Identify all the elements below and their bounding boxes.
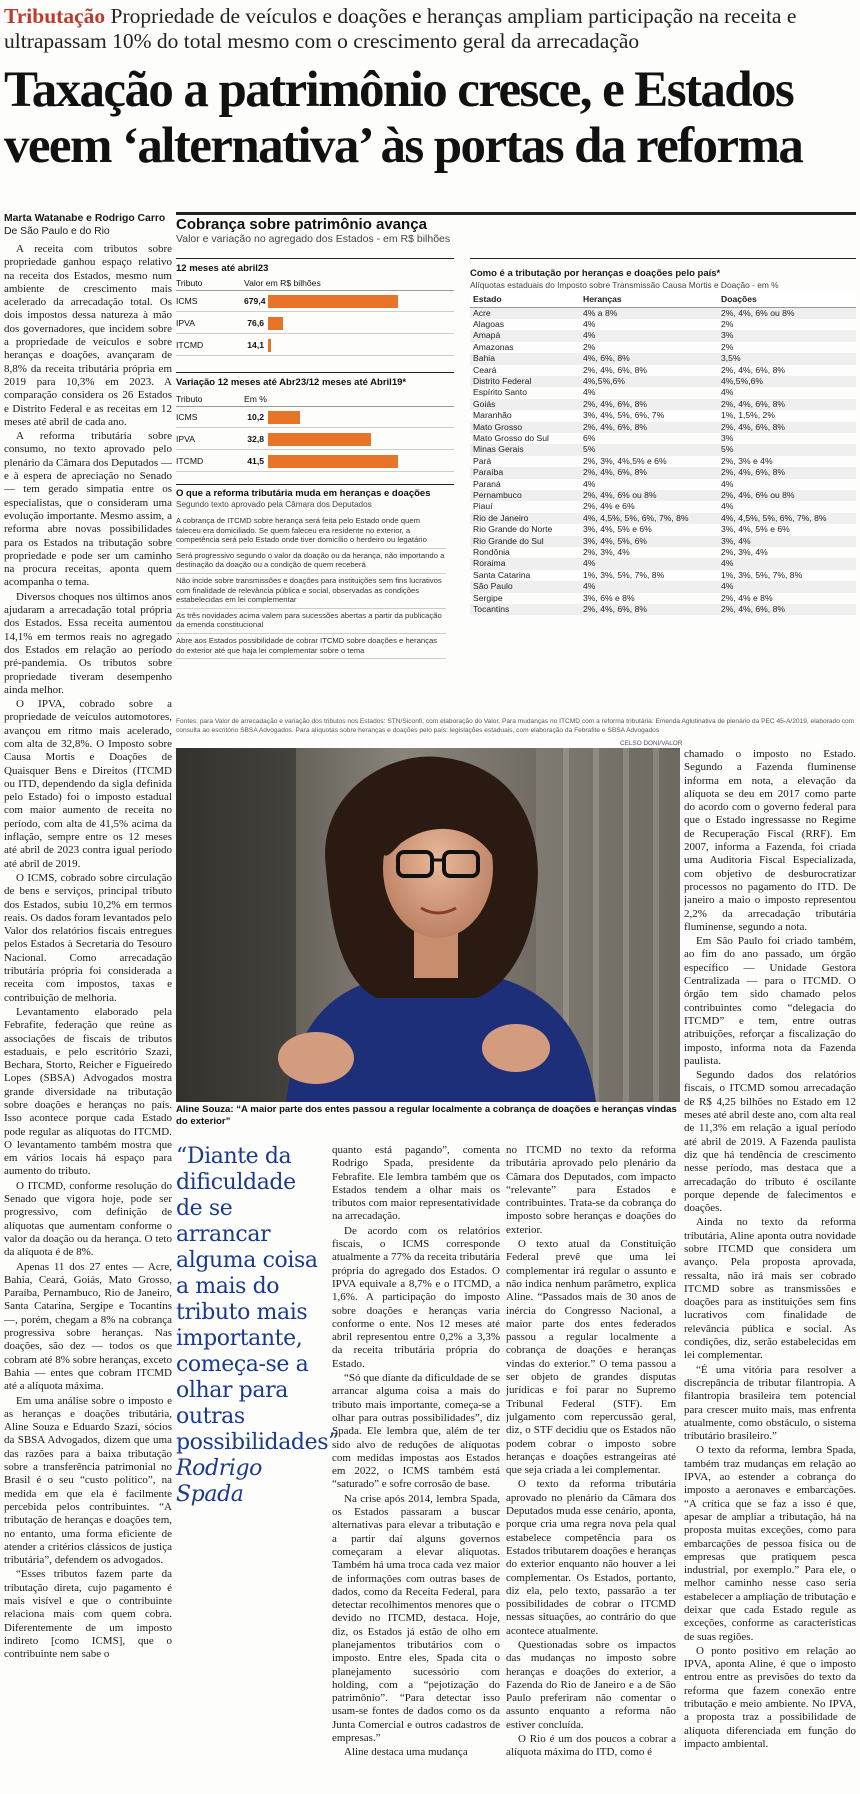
paragraph: A reforma tributária sobre consumo, no texto aprovado pelo plenário da Câmara dos Deputados — e à espera de apreciação no Senado — tem gerado simpatia entre os especialistas, que o consideram uma evolução importante. Mesmo assim, a reforma abre novas possibilidades para os Estados na tributação sobre propriedade e pode ser um caminho na procura receitas, aponta quem acompanha o tema. xyxy=(4,430,172,589)
change-item: Não incide sobre transmissões e doações para instituições sem fins lucrativos com finalidade de relevância pública e social, observadas as condições estabelecidas em lei complementar xyxy=(176,574,446,609)
pull-quote xyxy=(176,1144,339,1508)
photo-credit: CELSO DONI/VALOR xyxy=(620,740,683,747)
table-cell: 5% xyxy=(718,444,856,455)
table-row xyxy=(470,433,856,444)
table-cell: 1%, 3%, 5%, 7%, 8% xyxy=(583,569,665,580)
sources-note: Fontes: para Valor de arrecadação e variação dos tributos nos Estados: STN/Siconfi, com elaboração do Valor. Para mudanças no ITCMD com a reforma tributária: Emenda Aglutinativa de plenário da PEC 45-A/2019, elaborado com consulta ao escritório SBSA Advogados. Para alíquotas sobre heranças e doações pelo país: legislações estaduais, com elaboração da Febrafite e SBSA Advogados xyxy=(176,718,855,734)
paragraph: Questionadas sobre os impactos das mudanças no imposto sobre heranças e doações do exterior, a Fazenda do Rio de Janeiro e a de São Paulo preferiram não comentar o assunto enquanto a reforma não estiver concluída. xyxy=(506,1638,676,1731)
bar xyxy=(268,433,371,446)
paragraph: chamado o imposto no Estado. Segundo a Fazenda fluminense informa em nota, a elevação da alíquota se deu em 2017 como parte do acordo com o governo federal para que o Estado ingressasse no Regime de Recuperação Fiscal (RRF). Em 2007, informa a Fazenda, foi criada uma Auditoria Fiscal Especializada, com objetivo de desburocratizar processos no pagamento do ITD. De janeiro a maio o imposto representou 2,2% da arrecadação tributária fluminense, segundo a nota. xyxy=(684,748,856,933)
paragraph: O ICMS, cobrado sobre circulação de bens e serviços, principal tributo dos Estados, subiu 10,2% em termos reais. Os dados foram levantados pelo Valor dos relatórios fiscais entregues pelos Estados à Secretaria do Tesouro Nacional. Como arrecadação tributária própria foi considerada a receita com impostos, taxas e contribuição de melhoria. xyxy=(4,871,172,1004)
infographic-title: Cobrança sobre patrimônio avança xyxy=(176,216,427,233)
table-cell: Ceará xyxy=(473,364,497,375)
bar-value-label: 41,5 xyxy=(247,456,264,466)
byline xyxy=(4,212,172,238)
chart2-col-pct: Em % xyxy=(244,394,267,404)
paragraph: “É uma vitória para resolver a discrepância de tributar filantropia. A filantropia brasileira tem potencial para crescer muito mais, mas enfrenta atualmente, como obstáculo, o sistema tributário brasileiro.” xyxy=(684,1363,856,1443)
changes-title: O que a reforma tributária muda em heranças e doações xyxy=(176,488,431,499)
paragraph: Aline destaca uma mudança xyxy=(344,1746,468,1759)
paragraph: Levantamento elaborado pela Febrafite, federação que reúne as associações de fiscais de tributos estaduais, e pelo escritório Szazi, Bechara, Storto, Reicher e Figueiredo Lopes (SBSA) Advogados mostra grande diversidade na tributação sobre doações e heranças no país. Isso acontece porque cada Estado pode regular as alíquotas do ITCMD. O levantamento também mostra que em vários locais há espaço para aumento do tributo. xyxy=(4,1005,172,1178)
chart1-rule xyxy=(176,258,454,259)
table-cell: 2%, 4%, 6%, 8% xyxy=(583,364,648,375)
article-column-4 xyxy=(684,748,856,1792)
table-cell: 2%, 4%, 6% ou 8% xyxy=(718,490,856,501)
paragraph: O ITCMD, conforme resolução do Senado que vigora hoje, pode ser progressivo, com definição de alíquotas que aumentam conforme o valor da doação ou da herança. O teto da alíquota é de 8%. xyxy=(4,1179,172,1259)
table-cell: 6% xyxy=(583,432,596,443)
table-cell: 2%, 4%, 6%, 8% xyxy=(580,467,718,478)
paragraph: O IPVA, cobrado sobre a propriedade de veículos automotores, avançou em ritmo mais acelerado, com alta de 32,8%. O Imposto sobre Causa Mortis e Doações de Quaisquer Bens e Direitos (ITCMD ou ITD, dependendo da sigla definida pelo Estado) foi o imposto estadual com maior aumento de receita no período, com alta de 41,5% acima da inflação, sempre entre os 12 meses até abril de 2023 contra igual período até abril de 2019. xyxy=(4,698,172,870)
table-cell: Acre xyxy=(470,307,580,319)
table-cell: Paraná xyxy=(473,478,501,489)
table-row xyxy=(470,365,856,376)
paragraph: O Rio é um dos poucos a cobrar a alíquota máxima do ITD, como é xyxy=(506,1733,676,1759)
table-row xyxy=(470,524,856,535)
table-cell: 4% xyxy=(580,558,718,569)
bar xyxy=(268,455,398,468)
table-cell: Distrito Federal xyxy=(470,376,580,387)
table-cell: 2% xyxy=(721,318,734,329)
paragraph: “Esses tributos fazem parte da tributação direta, cujo pagamento é mais visível e que o contribuinte relaciona mais com quem cobra. Diferentemente de um imposto indireto [como ICMS], que o contribuinte nem sabe o xyxy=(4,1568,172,1661)
bar-category-label: ICMS xyxy=(176,412,198,422)
paragraph: A receita com tributos sobre propriedade ganhou espaço relativo na receita dos Estados, mesmo num ambiente de crescimento mais acelerado da arrecadação total. Os dois impostos dessa natureza à mão dos governadores, que incidem sobre a propriedade de veículos e sobre heranças e doações, avançaram de 8,8% da receita tributária própria em 2019 para 10,3% em 2023. A comparação considera os 26 Estados e Distrito Federal e as receitas em 12 meses até abril de cada ano. xyxy=(4,243,172,428)
changes-list xyxy=(176,514,446,659)
table-cell: 3%, 4%, 5% e 6% xyxy=(721,524,790,535)
infographic-subtitle: Valor e variação no agregado dos Estados - em R$ bilhões xyxy=(176,233,451,245)
table-cell: Alagoas xyxy=(473,318,505,329)
paragraph: quanto está pagando”, comenta Rodrigo Spada, presidente da Febrafite. Ele lembra também que os Estados tendem a olhar mais os tributos com maior representatividade na arrecadação. xyxy=(332,1144,500,1223)
table-row xyxy=(470,467,856,478)
chart2-title: Variação 12 meses até Abr23/12 meses até Abril19* xyxy=(176,377,407,388)
change-item: Abre aos Estados possibilidade de cobrar ITCMD sobre doações e heranças do exterior até que haja lei complementar sobre o tema xyxy=(176,634,446,659)
table-cell: Maranhão xyxy=(473,410,512,421)
table-cell: Paraíba xyxy=(470,467,580,478)
table-cell: 3%, 6% e 8% xyxy=(583,592,635,603)
table-cell: 4%, 4,5%, 5%, 6%, 7%, 8% xyxy=(718,513,856,524)
table-cell: 4% xyxy=(721,387,734,398)
photo-aline-souza xyxy=(176,748,680,1102)
table-cell: Roraima xyxy=(470,558,580,569)
bar-row-rule xyxy=(176,355,454,356)
chart2-rule xyxy=(176,372,454,373)
table-cell: Tocantins xyxy=(470,604,580,615)
tax-table-wrap xyxy=(470,293,856,615)
table-cell: 4% xyxy=(580,330,718,341)
table-cell: Mato Grosso do Sul xyxy=(473,432,549,443)
caption-name: Aline Souza: xyxy=(176,1104,234,1115)
table-cell: 2% xyxy=(721,341,734,352)
table-row xyxy=(470,376,856,387)
table-cell: 3% xyxy=(718,330,856,341)
table-cell: 3%, 4% xyxy=(718,536,856,547)
headline: Taxação a patrimônio cresce, e Estados veem ‘alternativa’ às portas da reforma xyxy=(4,62,803,174)
table-cell: 3% xyxy=(721,432,734,443)
table-cell: 2%, 4% e 6% xyxy=(583,501,635,512)
table-row xyxy=(470,501,856,512)
chart-valor xyxy=(176,292,454,360)
bar-category-label: ICMS xyxy=(176,296,198,306)
table-cell: 2%, 4%, 6%, 8% xyxy=(721,364,786,375)
changes-rule xyxy=(176,484,454,485)
table-cell: 2%, 4%, 6% ou 8% xyxy=(718,307,856,319)
bar-category-label: IPVA xyxy=(176,434,195,444)
paragraph: Em São Paulo foi criado também, ao fim do ano passado, um órgão específico — Unidade Gestora Centralizada — para o ITCMD. O órgão tem sido chamado pelos contribuintes como “delegacia do ITCMD” e tem, entre outras atribuições, reforçar a fiscalização do imposto, informa nota da Fazenda paulista. xyxy=(684,935,856,1067)
bar xyxy=(268,317,283,330)
table-cell: Goiás xyxy=(470,399,580,410)
paragraph: “Só que diante da dificuldade de se arrancar alguma coisa a mais do tributo mais importante, começa-se a olhar para outras possibilidades”, diz Spada. Ele lembra que, além de ter sido alvo de reduções de alíquotas com medidas impostas aos Estados em 2022, o ICMS também está “saturado” e sofre corrosão de base. xyxy=(332,1372,500,1491)
photo-caption xyxy=(176,1104,680,1128)
table-cell: Amazonas xyxy=(473,341,514,352)
table-cell: 2%, 3%, 4% xyxy=(583,547,630,558)
bar-value-label: 679,4 xyxy=(244,296,266,306)
table-cell: 3%, 4%, 5% e 6% xyxy=(583,524,652,535)
paragraph: O ponto positivo em relação ao IPVA, aponta Aline, é que o imposto entrou entre as previsões do texto da reforma que fazem conexão entre tributação e meio ambiente. No IPVA, a proposta traz a possibilidade de alíquota diferenciada em função do impacto ambiental. xyxy=(684,1644,856,1750)
bar-row-rule xyxy=(176,333,454,334)
table-cell: 4% xyxy=(583,387,596,398)
table-header-cell: Estado xyxy=(470,293,580,307)
table-cell: 2%, 4% e 8% xyxy=(721,592,773,603)
bar-row xyxy=(176,292,454,312)
table-row xyxy=(470,422,856,433)
bar-row-rule xyxy=(176,471,454,472)
table-cell: 4%, 6%, 8% xyxy=(580,353,718,364)
table-cell: 1%, 1,5%, 2% xyxy=(721,410,775,421)
chart-variacao xyxy=(176,408,454,476)
table-row xyxy=(470,581,856,592)
table-cell: 2%, 3%, 4% xyxy=(721,547,768,558)
bar-row xyxy=(176,408,454,428)
table-cell: 2%, 3%, 4%,5% e 6% xyxy=(583,455,667,466)
chart2-col-tributo: Tributo xyxy=(176,394,203,404)
table-cell: Rio de Janeiro xyxy=(470,513,580,524)
paragraph: Na crise após 2014, lembra Spada, os Estados passaram a buscar alternativas para elevar a tributação e a partir daí alguns governos começaram a elevar alíquotas. Também há uma troca cada vez maior de informações com outras bases de dados, como da Receita Federal, para detectar recolhimentos menores que o devido no ITCMD, destaca. Hoje, diz, os Estados já estão de olho em planejamentos tributários com o imposto. Entre eles, Spada cita o planejamento sucessório com holding, com a “pejotização do patrimônio”. “Para detectar isso usam-se fontes de dados como os da Junta Comercial e outros cadastros de empresas.” xyxy=(332,1492,500,1745)
byline-place: De São Paulo e do Rio xyxy=(4,226,110,237)
table-row xyxy=(470,604,856,615)
table-cell: 4%,5%,6% xyxy=(580,376,718,387)
paragraph: De acordo com os relatórios fiscais, o ICMS corresponde atualmente a 77% da receita tributária própria do agregado dos Estados. O IPVA equivale a 8,7% e o ITCMD, a 1,6%. A participação do imposto sobre doações e heranças varia conforme o ente. Nos 12 meses até abril representou entre 0,2% a 3,3% da receita tributária própria do Estado. xyxy=(332,1224,500,1370)
table-row xyxy=(470,444,856,455)
table-cell: Rondônia xyxy=(473,547,510,558)
section-label: Tributação xyxy=(4,4,106,28)
table-subtitle: Alíquotas estaduais do Imposto sobre Transmissão Causa Mortis e Doação - em % xyxy=(470,280,779,290)
table-cell: 2%, 3% e 4% xyxy=(721,455,773,466)
table-cell: Mato Grosso xyxy=(470,422,580,433)
paragraph: no ITCMD no texto da reforma tributária aprovado pelo plenário da Câmara dos Deputados, com impacto “relevante” para Estados e contribuintes. Trata-se da cobrança do imposto sobre heranças e doações do exterior. xyxy=(506,1144,676,1236)
caption-text: “A maior parte dos entes passou a regular localmente a cobrança de doações e heranças vindas do exterior” xyxy=(176,1104,677,1127)
article-column-2 xyxy=(332,1144,500,1792)
bar-value-label: 14,1 xyxy=(247,340,264,350)
table-cell: 2%, 4%, 6%, 8% xyxy=(580,399,718,410)
table-row xyxy=(470,558,856,569)
table-header-row xyxy=(470,293,856,307)
change-item: As três novidades acima valem para sucessões abertas a partir da publicação da emenda constitucional xyxy=(176,609,446,634)
paragraph: O texto da reforma tributária aprovado no plenário da Câmara dos Deputados muda esse cenário, aponta, porque cria uma regra nova pela qual estabelece competência para os Estados tributarem doações e heranças do exterior enquanto não houver a lei complementar. Os Estados, portanto, diz ela, pelo texto, passarão a ter possibilidades de cobrar o ITCMD nessas situações, ao contrário do que acontece atualmente. xyxy=(506,1478,676,1637)
table-cell: Espírito Santo xyxy=(473,387,527,398)
infographic-top-rule xyxy=(176,212,856,215)
table-row xyxy=(470,410,856,421)
bar-category-label: ITCMD xyxy=(176,456,204,466)
table-row xyxy=(470,456,856,467)
table-row xyxy=(470,570,856,581)
change-item: A cobrança de ITCMD sobre herança será feita pelo Estado onde quem faleceu era domiciliado. Se quem faleceu era residente no exterior, a competência será pelo Estado onde tiver domicílio o herdeiro ou legatário xyxy=(176,514,446,549)
table-cell: Pernambuco xyxy=(470,490,580,501)
paragraph: O texto da reforma, lembra Spada, também traz mudanças em relação ao IPVA, ao estender a cobrança do imposto a aeronaves e embarcações. “A crítica que se faz a isso é que, apesar de ampliar a tributação, há na proposta muitas exceções, como para embarcações de pessoa física ou de empresas que pratiquem pesca industrial, por exemplo.” Para ele, o melhor caminho nesse caso seria estabelecer a ampliação de tributação e deixar que cada Estado regule as exceções, conforme as características de suas regiões. xyxy=(684,1444,856,1643)
table-cell: Santa Catarina xyxy=(473,569,531,580)
table-row xyxy=(470,536,856,547)
table-rule xyxy=(470,258,856,259)
table-row xyxy=(470,479,856,490)
bar-value-label: 32,8 xyxy=(247,434,264,444)
paragraph: Diversos choques nos últimos anos ajudaram a arrecadação total própria dos Estados. Essa receita aumentou 14,1% em termos reais no agregado dos Estados em relação ao período pré-pandemia. Os tributos sobre propriedade tiveram desempenho ainda melhor. xyxy=(4,590,172,696)
table-row xyxy=(470,593,856,604)
table-row xyxy=(470,547,856,558)
table-header-cell: Heranças xyxy=(580,293,718,307)
paragraph: Apenas 11 dos 27 entes — Acre, Bahia, Ceará, Goiás, Mato Grosso, Paraíba, Pernambuco, Rio de Janeiro, Santa Catarina, Sergipe e Tocantins —, porém, chegam a 8% na cobrança progressiva sobre heranças. Nas doações, são dez — todos os que cobram até 8% sobre heranças, exceto Bahia — entes que cobram ITCMD até a alíquota máxima. xyxy=(4,1260,172,1393)
tax-table xyxy=(470,293,856,615)
bar-row xyxy=(176,314,454,334)
table-title: Como é a tributação por heranças e doações pelo país* xyxy=(470,268,721,279)
bar-row-rule xyxy=(176,427,454,428)
bar-row xyxy=(176,336,454,356)
table-cell: Minas Gerais xyxy=(470,444,580,455)
table-cell: 2%, 4%, 6%, 8% xyxy=(718,422,856,433)
chart1-col-valor: Valor em R$ bilhões xyxy=(244,278,321,288)
table-cell: 3%, 4%, 5%, 6%, 7% xyxy=(583,410,665,421)
table-cell: Piauí xyxy=(473,501,493,512)
table-cell: 4%, 4,5%, 5%, 6%, 7%, 8% xyxy=(580,513,718,524)
table-row xyxy=(470,342,856,353)
chart1-col-tributo: Tributo xyxy=(176,278,203,288)
table-row xyxy=(470,399,856,410)
pull-quote-attribution: Rodrigo Spada xyxy=(176,1456,262,1507)
bar xyxy=(268,411,300,424)
kicker xyxy=(4,4,856,54)
table-cell: 1%, 3%, 5%, 7%, 8% xyxy=(721,569,803,580)
article-column-1 xyxy=(4,243,172,1793)
bar-category-label: IPVA xyxy=(176,318,195,328)
bar-value-label: 10,2 xyxy=(247,412,264,422)
paragraph: Em uma análise sobre o imposto e as heranças e doações tributária, Aline Souza e Eduardo Szazi, sócios da SBSA Advogados, dizem que uma das razões para a baixa tributação sobre a transferência patrimonial no Brasil é o seu “custo político”, na medida em que ela é facilmente percebida pelos contribuintes. “A tributação de heranças e doações tem, no entanto, uma forma eficiente de atender a critérios clássicos de justiça tributária”, defendem os advogados. xyxy=(4,1394,172,1567)
table-cell: 4% xyxy=(721,478,734,489)
table-cell: Rio Grande do Norte xyxy=(473,524,553,535)
table-cell: 2%, 4%, 6%, 8% xyxy=(718,399,856,410)
change-item: Será progressivo segundo o valor da doação ou da herança, não importando a destinação da doação ou a condição de quem receberá xyxy=(176,549,446,574)
table-cell: 3,5% xyxy=(718,353,856,364)
table-cell: 4% xyxy=(721,501,734,512)
byline-authors: Marta Watanabe e Rodrigo Carro xyxy=(4,213,166,224)
table-cell: 4% xyxy=(718,558,856,569)
table-cell: 2%, 4%, 6%, 8% xyxy=(718,604,856,615)
table-cell: 2%, 4%, 6%, 8% xyxy=(580,422,718,433)
table-cell: 4% xyxy=(580,581,718,592)
table-cell: São Paulo xyxy=(470,581,580,592)
table-row xyxy=(470,319,856,330)
bar-row-rule xyxy=(176,449,454,450)
bar-value-label: 76,6 xyxy=(247,318,264,328)
bar xyxy=(268,295,398,308)
article-column-3 xyxy=(506,1144,676,1792)
table-cell: 4% xyxy=(583,318,596,329)
table-row xyxy=(470,353,856,364)
chart2-header-rule xyxy=(176,406,454,407)
paragraph: Ainda no texto da reforma tributária, Aline aponta outra novidade sobre ITCMD que considera um avanço. Pela proposta aprovada, ressalta, não irá mais ser cobrado ITCMD sobre as transmissões e doações para as instituições sem fins lucrativos com finalidade de relevância pública e social. As condições, diz, serão estabelecidas em lei complementar. xyxy=(684,1216,856,1362)
chart1-title: 12 meses até abril23 xyxy=(176,263,269,274)
bar-category-label: ITCMD xyxy=(176,340,204,350)
photo-illustration xyxy=(176,748,680,1102)
table-cell: Amapá xyxy=(470,330,580,341)
table-cell: 4%,5%,6% xyxy=(718,376,856,387)
table-cell: 3%, 4%, 5%, 6% xyxy=(580,536,718,547)
table-cell: Bahia xyxy=(470,353,580,364)
bar xyxy=(268,339,271,352)
pull-quote-text: “Diante da dificuldade de se arrancar alguma coisa a mais do tributo mais importante, começa-se a olhar para outras possibilidades” xyxy=(176,1144,339,1455)
bar-row xyxy=(176,452,454,472)
table-cell: Pará xyxy=(473,455,492,466)
table-row xyxy=(470,307,856,319)
paragraph: O texto atual da Constituição Federal prevê que uma lei complementar irá regular o assunto e não indica nenhum parâmetro, explica Aline. “Passados mais de 30 anos de inércia do Congresso Nacional, a maior parte dos entes federados passou a regular localmente a cobrança de doações e heranças vindas do exterior.” O tema passou a ser objeto de grandes disputas jurídicas e foi parar no Supremo Tribunal Federal (STF). Em julgamento com repercussão geral, diz, o STF decidiu que os Estados não podem cobrar o imposto sobre heranças e doações estrangeiras até que seja criada a lei complementar. xyxy=(506,1238,676,1477)
table-header-cell: Doações xyxy=(718,293,856,307)
table-row xyxy=(470,387,856,398)
paragraph: Segundo dados dos relatórios fiscais, o ITCMD somou arrecadação de R$ 4,25 bilhões no Estado em 12 meses até abril deste ano, com alta real de 11,3% em relação a igual período até abril de 2019. A Fazenda paulista diz que há tendência de crescimento nesse período, mas destaca que a arrecadação do tributo é oscilante porque depende de falecimentos e doações. xyxy=(684,1069,856,1215)
table-row xyxy=(470,330,856,341)
kicker-text: Propriedade de veículos e doações e heranças ampliam participação na receita e ultrapassam 10% do total mesmo com o crescimento geral da arrecadação xyxy=(4,4,797,53)
table-cell: 4% a 8% xyxy=(580,307,718,319)
table-cell: Sergipe xyxy=(473,592,503,603)
bar-row-rule xyxy=(176,311,454,312)
chart1-header-rule xyxy=(176,290,454,291)
table-cell: 4% xyxy=(718,581,856,592)
table-cell: 5% xyxy=(580,444,718,455)
table-cell: Rio Grande do Sul xyxy=(470,536,580,547)
table-cell: 2% xyxy=(583,341,596,352)
table-row xyxy=(470,513,856,524)
table-cell: 2%, 4%, 6%, 8% xyxy=(718,467,856,478)
changes-subtitle: Segundo texto aprovado pela Câmara dos Deputados xyxy=(176,500,372,509)
table-cell: 2%, 4%, 6% ou 8% xyxy=(580,490,718,501)
table-row xyxy=(470,490,856,501)
bar-row xyxy=(176,430,454,450)
table-cell: 2%, 4%, 6%, 8% xyxy=(580,604,718,615)
table-cell: 4% xyxy=(583,478,596,489)
